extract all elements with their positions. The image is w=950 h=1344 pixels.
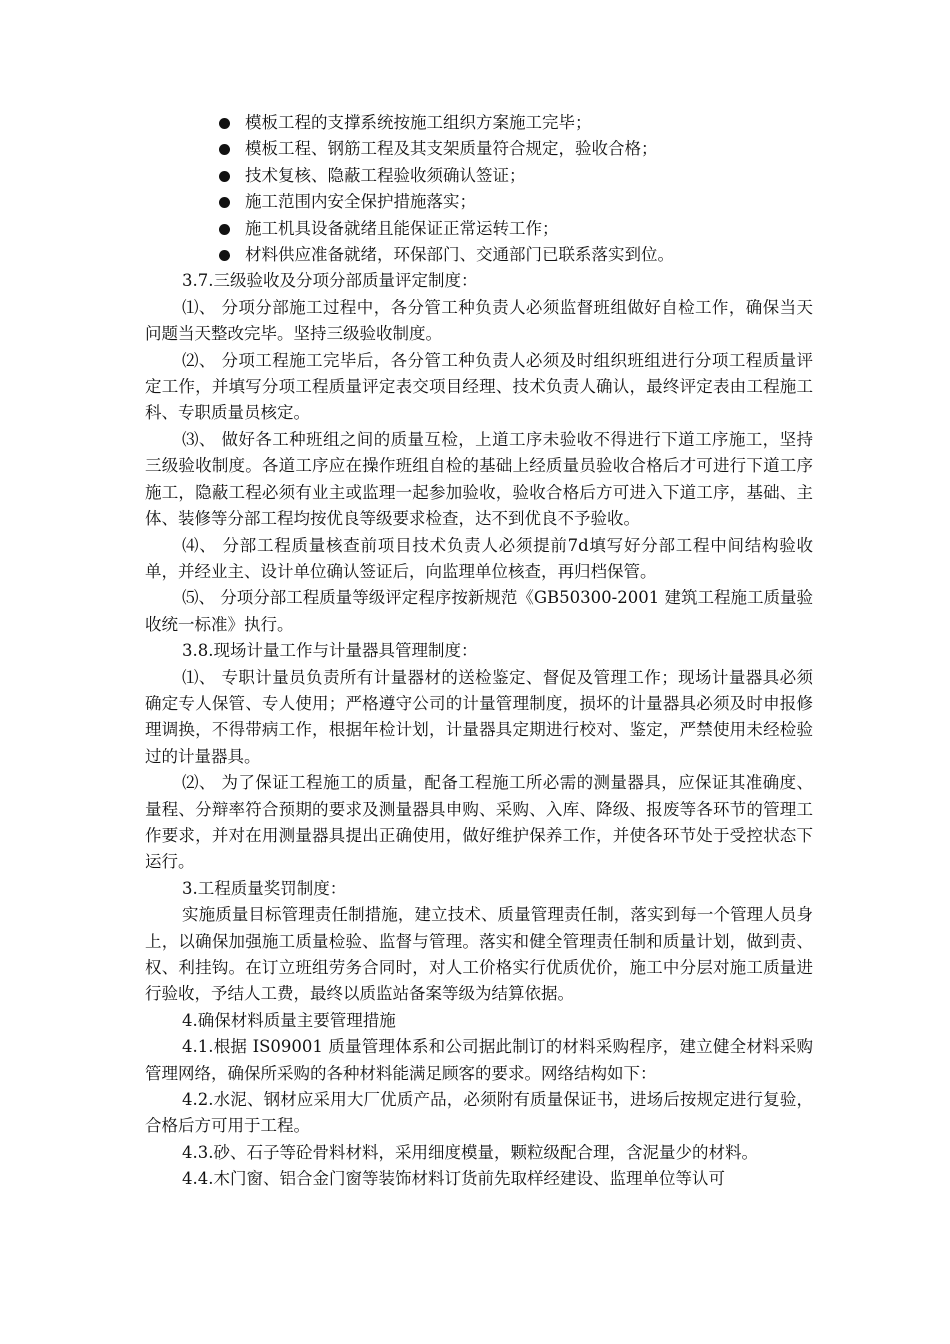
list-item [217,163,813,189]
paragraph: 4.4.木门窗、铝合金门窗等装饰材料订货前先取样经建设、监理单位等认可 [182,1169,725,1189]
paragraph: ⑴、 分项分部施工过程中，各分管工种负责人必须监督班组做好自检工作，确保当天问题当天整改完毕。坚持三级验收制度。 [145,297,813,344]
list-item [217,216,813,242]
paragraph: ⑸、 分项分部工程质量等级评定程序按新规范《GB50300-2001 建筑工程施工质量验收统一标准》执行。 [145,588,813,634]
bullet-dot-icon [219,197,230,208]
document-page [145,110,813,1193]
bullet-dot-icon [219,118,230,129]
bullet-dot-icon [219,144,230,155]
section-heading-3: 3.工程质量奖罚制度： [182,878,347,898]
paragraph: ⑷、 分部工程质量核查前项目技术负责人必须提前7d填写好分部工程中间结构验收单，并经业主、设计单位确认签证后，向监理单位核查，再归档保管。 [145,535,813,581]
list-item-text: 施工机具设备就绪且能保证正常运转工作； [245,218,559,238]
list-item-text: 材料供应准备就绪，环保部门、交通部门已联系落实到位。 [245,245,674,265]
paragraph: ⑶、 做好各工种班组之间的质量互检，上道工序未验收不得进行下道工序施工，坚持三级验收制度。各道工序应在操作班组自检的基础上经质量员验收合格后才可进行下道工序施工，隐蔽工程必须有业主或监理一起参加验收，验收合格后方可进入下道工序，基础、主体、装修等分部工程均按优良等级要求检查，达不到优良不予验收。 [145,429,813,529]
precondition-list [217,110,813,268]
list-item [217,136,813,162]
bullet-dot-icon [219,224,230,235]
section-heading-4: 4.确保材料质量主要管理措施 [182,1010,396,1030]
list-item-text: 施工范围内安全保护措施落实； [245,192,476,212]
list-item-text: 模板工程、钢筋工程及其支架质量符合规定，验收合格； [245,139,658,159]
paragraph: 4.3.砂、石子等砼骨料材料，采用细度模量，颗粒级配合理，含泥量少的材料。 [182,1142,758,1162]
list-item-text: 技术复核、隐蔽工程验收须确认签证； [245,165,526,185]
section-heading-3-8: 3.8.现场计量工作与计量器具管理制度： [182,641,478,661]
list-item [217,242,813,268]
list-item [217,189,813,215]
paragraph: 4.1.根据 IS09001 质量管理体系和公司据此制订的材料采购程序，建立健全材料采购管理网络，确保所采购的各种材料能满足顾客的要求。网络结构如下： [145,1037,813,1083]
paragraph: 实施质量目标管理责任制措施，建立技术、质量管理责任制，落实到每一个管理人员身上，以确保加强施工质量检验、监督与管理。落实和健全管理责任制和质量计划，做到责、权、利挂钩。在订立班组劳务合同时，对人工价格实行优质优价，施工中分层对施工质量进行验收，予结人工费，最终以质监站备案等级为结算依据。 [145,905,813,1004]
paragraph: 4.2.水泥、钢材应采用大厂优质产品，必须附有质量保证书，进场后按规定进行复验，合格后方可用于工程。 [145,1090,813,1136]
bullet-dot-icon [219,171,230,182]
section-heading-3-7: 3.7.三级验收及分项分部质量评定制度： [182,271,478,291]
list-item-text: 模板工程的支撑系统按施工组织方案施工完毕； [245,113,592,132]
list-item [217,110,813,136]
paragraph: ⑵、 分项工程施工完毕后，各分管工种负责人必须及时组织班组进行分项工程质量评定工作，并填写分项工程质量评定表交项目经理、技术负责人确认，最终评定表由工程施工科、专职质量员核定。 [145,350,813,423]
paragraph: ⑵、 为了保证工程施工的质量，配备工程施工所必需的测量器具，应保证其准确度、量程、分辩率符合预期的要求及测量器具申购、采购、入库、降级、报废等各环节的管理工作要求，并对在用测量器具提出正确使用，做好维护保养工作，并使各环节处于受控状态下运行。 [145,773,813,872]
bullet-dot-icon [219,250,230,261]
paragraph: ⑴、 专职计量员负责所有计量器材的送检鉴定、督促及管理工作；现场计量器具必须确定专人保管、专人使用；严格遵守公司的计量管理制度，损坏的计量器具必须及时申报修理调换，不得带病工作，根据年检计划，计量器具定期进行校对、鉴定，严禁使用未经检验过的计量器具。 [145,667,813,766]
